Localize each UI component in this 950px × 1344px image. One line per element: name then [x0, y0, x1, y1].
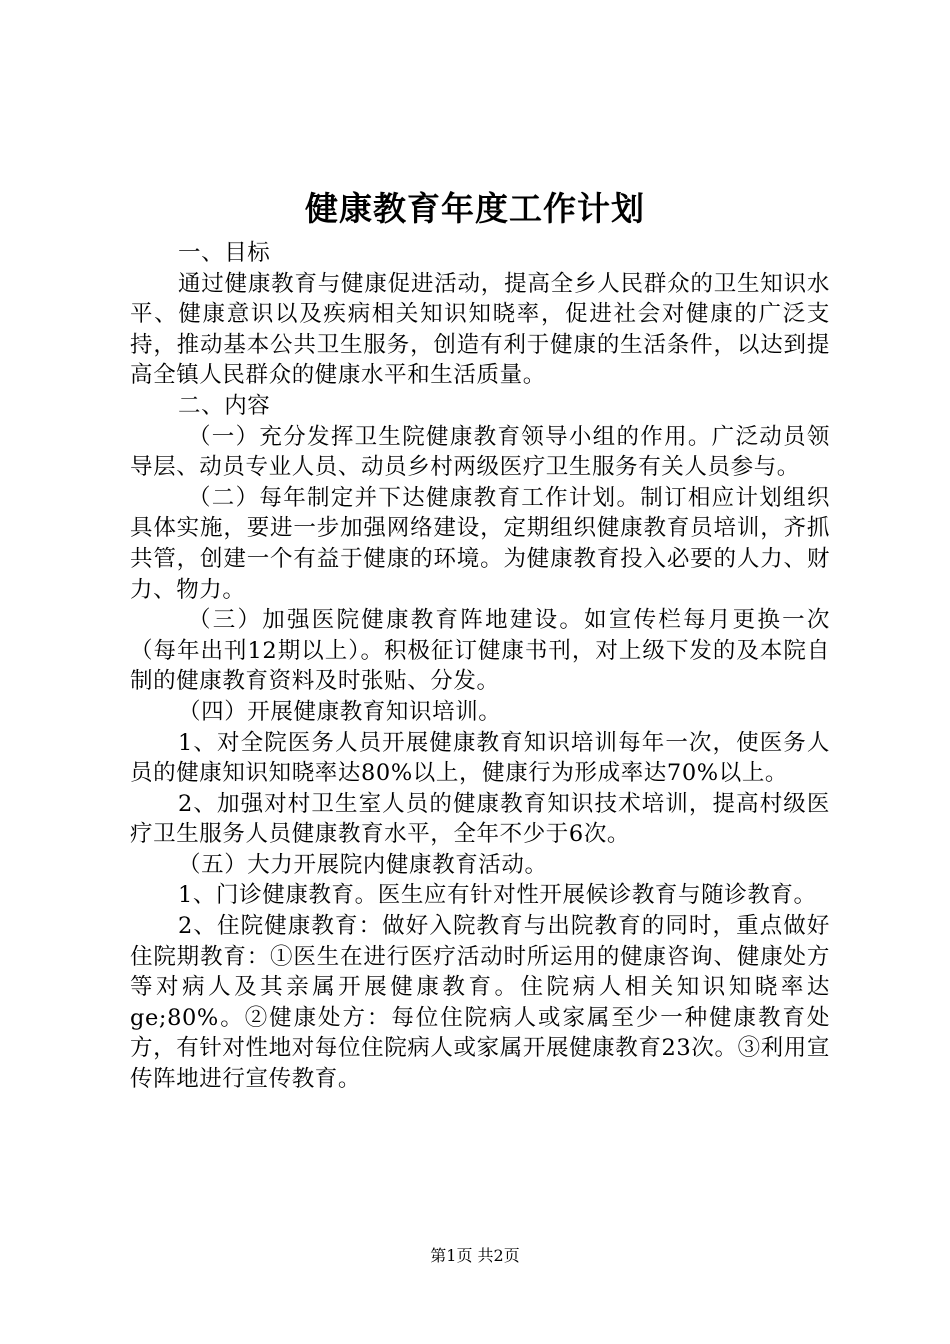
- paragraph-item-1: （一）充分发挥卫生院健康教育领导小组的作用。广泛动员领导层、动员专业人员、动员乡村两级医疗卫生服务有关人员参与。: [130, 423, 830, 481]
- document-title: 健康教育年度工作计划: [305, 189, 645, 228]
- paragraph-item-4-1: 1、对全院医务人员开展健康教育知识培训每年一次，使医务人员的健康知识知晓率达80%以上，健康行为形成率达70%以上。: [130, 729, 830, 787]
- paragraph-item-4: （四）开展健康教育知识培训。: [178, 698, 502, 725]
- paragraph-item-5-2: 2、住院健康教育：做好入院教育与出院教育的同时，重点做好住院期教育：①医生在进行医疗活动时所运用的健康咨询、健康处方等对病人及其亲属开展健康教育。住院病人相关知识知晓率达ge;80%。②健康处方：每位住院病人或家属至少一种健康教育处方，有针对性地对每位住院病人或家属开展健康教育23次。③利用宣传阵地进行宣传教育。: [130, 913, 830, 1093]
- section-heading-goal: 一、目标: [178, 240, 271, 266]
- document-body: [130, 238, 830, 1095]
- paragraph-item-3: （三）加强医院健康教育阵地建设。如宣传栏每月更换一次（每年出刊12期以上）。积极征订健康书刊，对上级下发的及本院自制的健康教育资料及时张贴、分发。: [130, 607, 830, 695]
- paragraph-item-4-2: 2、加强对村卫生室人员的健康教育知识技术培训，提高村级医疗卫生服务人员健康教育水平，全年不少于6次。: [130, 790, 830, 848]
- paragraph-item-5: （五）大力开展院内健康教育活动。: [178, 851, 548, 878]
- page-footer: 第1页 共2页: [430, 1246, 520, 1265]
- section-heading-content: 二、内容: [178, 392, 271, 419]
- paragraph-item-2: （二）每年制定并下达健康教育工作计划。制订相应计划组织具体实施，要进一步加强网络建设，定期组织健康教育员培训，齐抓共管，创建一个有益于健康的环境。为健康教育投入必要的人力、财力、物力。: [130, 484, 830, 603]
- paragraph-goal: 通过健康教育与健康促进活动，提高全乡人民群众的卫生知识水平、健康意识以及疾病相关知识知晓率，促进社会对健康的广泛支持，推动基本公共卫生服务，创造有利于健康的生活条件，以达到提高全镇人民群众的健康水平和生活质量。: [130, 270, 830, 389]
- paragraph-item-5-1: 1、门诊健康教育。医生应有针对性开展候诊教育与随诊教育。: [178, 882, 817, 909]
